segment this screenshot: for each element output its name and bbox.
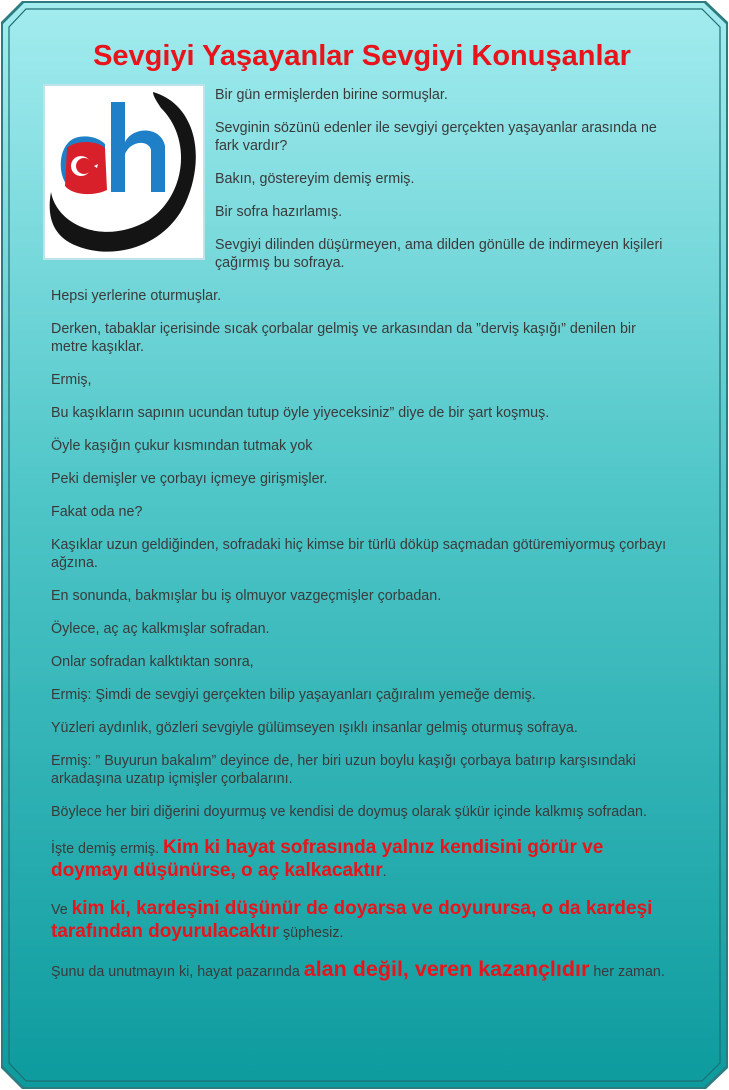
story-paragraph: Derken, tabaklar içerisinde sıcak çorbalar gelmiş ve arkasından da ”derviş kaşığı” denilen bir metre kaşıklar.	[51, 321, 636, 355]
story-paragraph: Bu kaşıkların sapının ucundan tutup öyle yiyeceksiniz” diye de bir şart koşmuş.	[51, 405, 550, 421]
story-paragraph: Ermiş: Şimdi de sevgiyi gerçekten bilip yaşayanları çağıralım yemeğe demiş.	[51, 687, 536, 703]
closing-lead-text: Şunu da unutmayın ki, hayat pazarında	[51, 964, 304, 980]
page-title: Sevgiyi Yaşayanlar Sevgiyi Konuşanlar	[93, 40, 631, 72]
closing-lead-text: Ve	[51, 902, 72, 918]
closing-emphasis: alan değil, veren kazançlıdır	[303, 957, 590, 981]
story-closing	[51, 836, 676, 981]
story-paragraph: Böylece her biri diğerini doyurmuş ve kendisi de doymuş olarak şükür içinde kalkmış sofradan.	[51, 804, 647, 820]
story-paragraph: En sonunda, bakmışlar bu iş olmuyor vazgeçmişler çorbadan.	[51, 588, 442, 604]
story-paragraph: Öylece, aç aç kalkmışlar sofradan.	[51, 621, 270, 637]
story-paragraph: Ermiş: ” Buyurun bakalım” deyince de, her biri uzun boylu kaşığı çorbaya batırıp karşısındaki arkadaşına uzatıp içmişler çorbalarını.	[51, 753, 636, 787]
closing-tail-text: şüphesiz.	[279, 925, 344, 941]
closing-paragraph	[51, 958, 676, 981]
closing-paragraph	[51, 836, 676, 882]
closing-emphasis: Kim ki hayat sofrasında yalnız kendisini görür ve doymayı düşünürse, o aç kalkacaktır	[51, 837, 604, 881]
closing-tail-text: her zaman.	[589, 964, 665, 980]
story-paragraph: Bakın, göstereyim demiş ermiş.	[215, 171, 415, 187]
story-paragraph: Yüzleri aydınlık, gözleri sevgiyle gülümseyen ışıklı insanlar gelmiş oturmuş sofraya.	[51, 720, 578, 736]
story-paragraph: Onlar sofradan kalktıktan sonra,	[51, 654, 254, 670]
closing-tail-text: .	[382, 864, 387, 880]
story-paragraph: Ermiş,	[51, 372, 92, 388]
story-paragraph: Fakat oda ne?	[51, 504, 143, 520]
story-paragraph: Bir sofra hazırlamış.	[215, 204, 343, 220]
closing-lead-text: İşte demiş ermiş.	[51, 841, 164, 857]
story-paragraph: Sevginin sözünü edenler ile sevgiyi gerçekten yaşayanlar arasında ne fark vardır?	[215, 120, 657, 154]
story-paragraph: Öyle kaşığın çukur kısmından tutmak yok	[51, 438, 313, 454]
dh-logo-icon	[45, 86, 203, 258]
story-paragraph: Hepsi yerlerine oturmuşlar.	[51, 288, 222, 304]
story-paragraph: Kaşıklar uzun geldiğinden, sofradaki hiç kimse bir türlü döküp saçmadan götüremiyormuş çorbayı ağzına.	[51, 537, 667, 571]
closing-emphasis: kim ki, kardeşini düşünür de doyarsa ve doyurursa, o da kardeşi tarafından doyurulacaktır	[51, 898, 653, 942]
logo	[43, 84, 205, 260]
story-paragraph: Peki demişler ve çorbayı içmeye girişmişler.	[51, 471, 328, 487]
story-paragraph: Bir gün ermişlerden birine sormuşlar.	[215, 87, 448, 103]
story-paragraph: Sevgiyi dilinden düşürmeyen, ama dilden gönülle de indirmeyen kişileri çağırmış bu sofraya.	[215, 237, 663, 271]
article	[51, 38, 676, 981]
closing-paragraph	[51, 897, 676, 943]
